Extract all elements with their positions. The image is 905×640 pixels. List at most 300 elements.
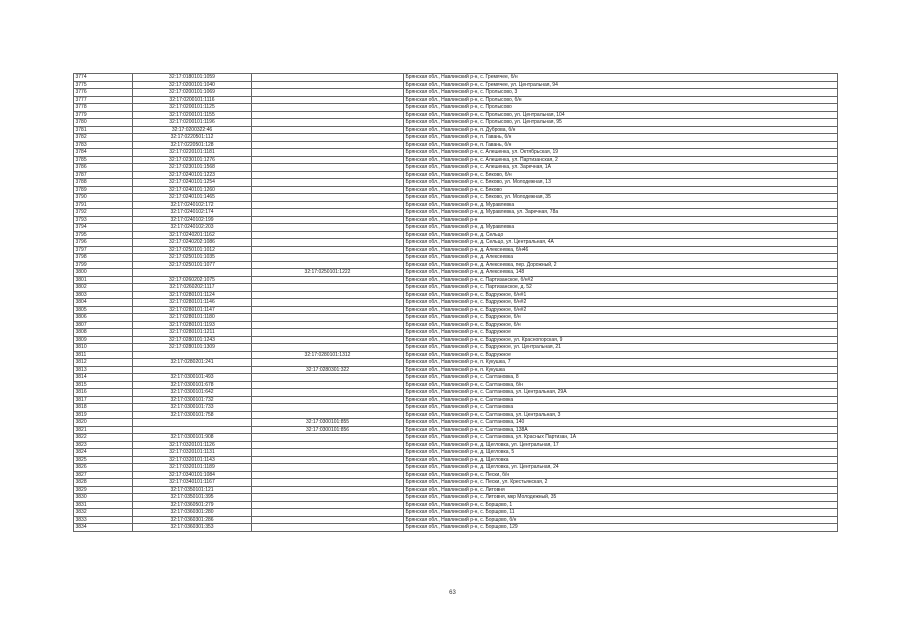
cadastral-number-secondary bbox=[252, 216, 404, 224]
address: Брянская обл., Навлинский р-н, с. Борщово, 11 bbox=[404, 509, 838, 517]
address: Брянская обл., Навлинский р-н, с. Вздружное, б/н#2 bbox=[404, 299, 838, 307]
table-row bbox=[74, 134, 838, 142]
cadastral-number-secondary: 32:17:0280301:322 bbox=[252, 366, 404, 374]
table-row bbox=[74, 141, 838, 149]
address: Брянская обл., Навлинский р-н, д. Щегловка bbox=[404, 456, 838, 464]
table-row bbox=[74, 276, 838, 284]
cadastral-number-secondary bbox=[252, 89, 404, 97]
document-sheet bbox=[73, 73, 837, 532]
cadastral-number-secondary bbox=[252, 389, 404, 397]
cadastral-number: 32:17:0200101:1155 bbox=[133, 111, 252, 119]
cadastral-number-secondary bbox=[252, 479, 404, 487]
cadastral-number bbox=[133, 351, 252, 359]
address: Брянская обл., Навлинский р-н, с. Пролысово, ул. Центральная, 95 bbox=[404, 119, 838, 127]
row-number: 3794 bbox=[74, 224, 133, 232]
cadastral-number-secondary bbox=[252, 306, 404, 314]
row-number: 3831 bbox=[74, 501, 133, 509]
address: Брянская обл., Навлинский р-н, д. Алексеевка, б/н46 bbox=[404, 246, 838, 254]
cadastral-number-secondary bbox=[252, 299, 404, 307]
address: Брянская обл., Навлинский р-н, с. Литовня, мкр Молодежный, 35 bbox=[404, 494, 838, 502]
cadastral-number-secondary bbox=[252, 516, 404, 524]
row-number: 3778 bbox=[74, 104, 133, 112]
table-row bbox=[74, 516, 838, 524]
cadastral-number: 32:17:0220501:128 bbox=[133, 141, 252, 149]
address: Брянская обл., Навлинский р-н, с. Салтановка, 140 bbox=[404, 419, 838, 427]
row-number: 3774 bbox=[74, 74, 133, 82]
row-number: 3826 bbox=[74, 464, 133, 472]
cadastral-number: 32:17:0220501:112 bbox=[133, 134, 252, 142]
cadastral-number-secondary bbox=[252, 246, 404, 254]
table-row bbox=[74, 284, 838, 292]
cadastral-number: 32:17:0280201:241 bbox=[133, 359, 252, 367]
row-number: 3788 bbox=[74, 179, 133, 187]
cadastral-number-secondary bbox=[252, 471, 404, 479]
table-row bbox=[74, 359, 838, 367]
cadastral-number-secondary bbox=[252, 494, 404, 502]
cadastral-number-secondary bbox=[252, 314, 404, 322]
address: Брянская обл., Навлинский р-н, п. Кукушка bbox=[404, 366, 838, 374]
cadastral-number-secondary bbox=[252, 231, 404, 239]
table-row bbox=[74, 246, 838, 254]
address: Брянская обл., Навлинский р-н, с. Бяково, б/н bbox=[404, 171, 838, 179]
table-row bbox=[74, 464, 838, 472]
row-number: 3814 bbox=[74, 374, 133, 382]
row-number: 3797 bbox=[74, 246, 133, 254]
address: Брянская обл., Навлинский р-н, с. Бяково bbox=[404, 186, 838, 194]
cadastral-number-secondary bbox=[252, 381, 404, 389]
cadastral-number bbox=[133, 366, 252, 374]
address: Брянская обл., Навлинский р-н, с. Вздружное, б/н#2 bbox=[404, 306, 838, 314]
cadastral-number-secondary bbox=[252, 411, 404, 419]
row-number: 3782 bbox=[74, 134, 133, 142]
cadastral-number: 32:17:0280101:1146 bbox=[133, 299, 252, 307]
cadastral-number-secondary bbox=[252, 134, 404, 142]
address: Брянская обл., Навлинский р-н, д. Муравлевка, ул. Заречная, 78а bbox=[404, 209, 838, 217]
cadastral-number: 32:17:0350101:121 bbox=[133, 486, 252, 494]
address: Брянская обл., Навлинский р-н, д. Алексеевка bbox=[404, 254, 838, 262]
table-row bbox=[74, 269, 838, 277]
address: Брянская обл., Навлинский р-н, с. Вздружное, б/н bbox=[404, 321, 838, 329]
cadastral-number-secondary bbox=[252, 261, 404, 269]
row-number: 3828 bbox=[74, 479, 133, 487]
cadastral-number: 32:17:0180101:1059 bbox=[133, 74, 252, 82]
cadastral-number bbox=[133, 426, 252, 434]
address: Брянская обл., Навлинский р-н bbox=[404, 216, 838, 224]
table-row bbox=[74, 494, 838, 502]
row-number: 3783 bbox=[74, 141, 133, 149]
address: Брянская обл., Навлинский р-н, с. Борщово, 1 bbox=[404, 501, 838, 509]
address: Брянская обл., Навлинский р-н, д. Муравлевка bbox=[404, 201, 838, 209]
address: Брянская обл., Навлинский р-н, с. Пролысово, 3 bbox=[404, 89, 838, 97]
address: Брянская обл., Навлинский р-н, с. Гремячее, ул. Центральная, 94 bbox=[404, 81, 838, 89]
table-row bbox=[74, 239, 838, 247]
row-number: 3787 bbox=[74, 171, 133, 179]
table-row bbox=[74, 96, 838, 104]
table-row bbox=[74, 479, 838, 487]
cadastral-number-secondary bbox=[252, 374, 404, 382]
row-number: 3820 bbox=[74, 419, 133, 427]
row-number: 3818 bbox=[74, 404, 133, 412]
cadastral-number-secondary bbox=[252, 96, 404, 104]
table-row bbox=[74, 501, 838, 509]
cadastral-number-secondary bbox=[252, 164, 404, 172]
cadastral-number: 32:17:0300101:908 bbox=[133, 434, 252, 442]
cadastral-number: 32:17:0240201:1162 bbox=[133, 231, 252, 239]
table-row bbox=[74, 291, 838, 299]
cadastral-number: 32:17:0240102:203 bbox=[133, 224, 252, 232]
cadastral-number: 32:17:0300101:678 bbox=[133, 381, 252, 389]
row-number: 3795 bbox=[74, 231, 133, 239]
table-row bbox=[74, 74, 838, 82]
row-number: 3815 bbox=[74, 381, 133, 389]
table-row bbox=[74, 194, 838, 202]
table-row bbox=[74, 456, 838, 464]
cadastral-number: 32:17:0200101:1069 bbox=[133, 89, 252, 97]
cadastral-number: 32:17:0230101:1276 bbox=[133, 156, 252, 164]
cadastral-number: 32:17:0350101:395 bbox=[133, 494, 252, 502]
cadastral-number-secondary bbox=[252, 209, 404, 217]
address: Брянская обл., Навлинский р-н, с. Пески, ул. Крестьянская, 2 bbox=[404, 479, 838, 487]
cadastral-number-secondary bbox=[252, 524, 404, 532]
table-row bbox=[74, 104, 838, 112]
row-number: 3817 bbox=[74, 396, 133, 404]
cadastral-number-secondary bbox=[252, 396, 404, 404]
address: Брянская обл., Навлинский р-н, с. Салтановка, ул. Центральная, 29А bbox=[404, 389, 838, 397]
table-row bbox=[74, 111, 838, 119]
cadastral-number: 32:17:0250101:1012 bbox=[133, 246, 252, 254]
address: Брянская обл., Навлинский р-н, с. Пролысово, ул. Центральная, 104 bbox=[404, 111, 838, 119]
cadastral-number: 32:17:0260202:1117 bbox=[133, 284, 252, 292]
address: Брянская обл., Навлинский р-н, с. Борщово, б/н bbox=[404, 516, 838, 524]
cadastral-number: 32:17:0300101:733 bbox=[133, 404, 252, 412]
cadastral-number bbox=[133, 419, 252, 427]
row-number: 3830 bbox=[74, 494, 133, 502]
table-row bbox=[74, 216, 838, 224]
cadastral-number: 32:17:0300101:758 bbox=[133, 411, 252, 419]
cadastral-number-secondary bbox=[252, 284, 404, 292]
cadastral-number-secondary bbox=[252, 104, 404, 112]
cadastral-number-secondary bbox=[252, 186, 404, 194]
cadastral-number: 32:17:0360301:286 bbox=[133, 516, 252, 524]
address: Брянская обл., Навлинский р-н, с. Партизанское, б/н#2 bbox=[404, 276, 838, 284]
address: Брянская обл., Навлинский р-н, д. Сельцо bbox=[404, 231, 838, 239]
row-number: 3821 bbox=[74, 426, 133, 434]
table-row bbox=[74, 366, 838, 374]
table-row bbox=[74, 381, 838, 389]
address: Брянская обл., Навлинский р-н, с. Борщово, 129 bbox=[404, 524, 838, 532]
cadastral-number: 32:17:0200101:1116 bbox=[133, 96, 252, 104]
address: Брянская обл., Навлинский р-н, д. Алексеевка, 148 bbox=[404, 269, 838, 277]
cadastral-number: 32:17:0360501:279 bbox=[133, 501, 252, 509]
cadastral-number: 32:17:0240102:174 bbox=[133, 209, 252, 217]
table-row bbox=[74, 509, 838, 517]
cadastral-number: 32:17:0230101:1568 bbox=[133, 164, 252, 172]
address: Брянская обл., Навлинский р-н, п. Гавань, б/н bbox=[404, 134, 838, 142]
table-row bbox=[74, 434, 838, 442]
cadastral-number: 32:17:0240102:199 bbox=[133, 216, 252, 224]
row-number: 3785 bbox=[74, 156, 133, 164]
row-number: 3816 bbox=[74, 389, 133, 397]
address: Брянская обл., Навлинский р-н, с. Алешенка, ул. Партизанская, 2 bbox=[404, 156, 838, 164]
row-number: 3825 bbox=[74, 456, 133, 464]
address: Брянская обл., Навлинский р-н, с. Пролысово, б/н bbox=[404, 96, 838, 104]
table-row bbox=[74, 524, 838, 532]
table-row bbox=[74, 426, 838, 434]
row-number: 3784 bbox=[74, 149, 133, 157]
address: Брянская обл., Навлинский р-н, с. Салтановка bbox=[404, 404, 838, 412]
row-number: 3823 bbox=[74, 441, 133, 449]
cadastral-number: 32:17:0250101:1077 bbox=[133, 261, 252, 269]
cadastral-number: 32:17:0360301:353 bbox=[133, 524, 252, 532]
cadastral-number-secondary bbox=[252, 119, 404, 127]
address: Брянская обл., Навлинский р-н, с. Вздружное, ул. Краснопорская, 9 bbox=[404, 336, 838, 344]
cadastral-number: 32:17:0320101:1143 bbox=[133, 456, 252, 464]
cadastral-number-secondary bbox=[252, 329, 404, 337]
address: Брянская обл., Навлинский р-н, с. Салтановка, б/н bbox=[404, 381, 838, 389]
table-row bbox=[74, 344, 838, 352]
row-number: 3792 bbox=[74, 209, 133, 217]
table-row bbox=[74, 261, 838, 269]
address: Брянская обл., Навлинский р-н, с. Вздружное bbox=[404, 351, 838, 359]
table-row bbox=[74, 404, 838, 412]
cadastral-number-secondary bbox=[252, 111, 404, 119]
row-number: 3800 bbox=[74, 269, 133, 277]
cadastral-number-secondary bbox=[252, 344, 404, 352]
row-number: 3779 bbox=[74, 111, 133, 119]
address: Брянская обл., Навлинский р-н, с. Пески, б/н bbox=[404, 471, 838, 479]
cadastral-number-secondary: 32:17:0300101:855 bbox=[252, 419, 404, 427]
cadastral-number: 32:17:0320101:1126 bbox=[133, 441, 252, 449]
cadastral-number-secondary bbox=[252, 291, 404, 299]
cadastral-number-secondary bbox=[252, 239, 404, 247]
cadastral-number-secondary bbox=[252, 171, 404, 179]
address: Брянская обл., Навлинский р-н, с. Бяково, ул. Молодежная, 35 bbox=[404, 194, 838, 202]
row-number: 3790 bbox=[74, 194, 133, 202]
address: Брянская обл., Навлинский р-н, с. Салтановка, 138А bbox=[404, 426, 838, 434]
table-row bbox=[74, 329, 838, 337]
row-number: 3776 bbox=[74, 89, 133, 97]
table-row bbox=[74, 179, 838, 187]
address: Брянская обл., Навлинский р-н, с. Вздружное bbox=[404, 329, 838, 337]
cadastral-number: 32:17:0240101:1254 bbox=[133, 179, 252, 187]
cadastral-number: 32:17:0300101:493 bbox=[133, 374, 252, 382]
cadastral-number-secondary bbox=[252, 179, 404, 187]
table-row bbox=[74, 186, 838, 194]
table-row bbox=[74, 314, 838, 322]
table-row bbox=[74, 171, 838, 179]
cadastral-number: 32:17:0240102:172 bbox=[133, 201, 252, 209]
cadastral-number-secondary bbox=[252, 486, 404, 494]
table-row bbox=[74, 81, 838, 89]
table-row bbox=[74, 164, 838, 172]
address: Брянская обл., Навлинский р-н, п. Кукушка, 7 bbox=[404, 359, 838, 367]
address: Брянская обл., Навлинский р-н, с. Пролысово bbox=[404, 104, 838, 112]
table-row bbox=[74, 389, 838, 397]
cadastral-number-secondary bbox=[252, 149, 404, 157]
table-row bbox=[74, 209, 838, 217]
cadastral-number: 32:17:0300101:732 bbox=[133, 396, 252, 404]
table-row bbox=[74, 224, 838, 232]
table-row bbox=[74, 89, 838, 97]
cadastral-number: 32:17:0200322:46 bbox=[133, 126, 252, 134]
cadastral-number: 32:17:0200101:1125 bbox=[133, 104, 252, 112]
table-row bbox=[74, 411, 838, 419]
address: Брянская обл., Навлинский р-н, с. Алешенка, ул. Октябрьская, 19 bbox=[404, 149, 838, 157]
cadastral-number-secondary: 32:17:0280101:1312 bbox=[252, 351, 404, 359]
cadastral-number: 32:17:0240202:1086 bbox=[133, 239, 252, 247]
cadastral-number-secondary bbox=[252, 501, 404, 509]
row-number: 3808 bbox=[74, 329, 133, 337]
registry-table-body bbox=[74, 74, 838, 532]
table-row bbox=[74, 156, 838, 164]
cadastral-number: 32:17:0320101:1131 bbox=[133, 449, 252, 457]
cadastral-number: 32:17:0260202:1075 bbox=[133, 276, 252, 284]
cadastral-number-secondary bbox=[252, 254, 404, 262]
row-number: 3799 bbox=[74, 261, 133, 269]
row-number: 3813 bbox=[74, 366, 133, 374]
cadastral-number: 32:17:0280101:1309 bbox=[133, 344, 252, 352]
table-row bbox=[74, 374, 838, 382]
cadastral-number-secondary bbox=[252, 276, 404, 284]
row-number: 3775 bbox=[74, 81, 133, 89]
address: Брянская обл., Навлинский р-н, д. Щегловка, ул. Центральная, 17 bbox=[404, 441, 838, 449]
cadastral-number: 32:17:0200101:1196 bbox=[133, 119, 252, 127]
cadastral-number: 32:17:0280101:1243 bbox=[133, 336, 252, 344]
cadastral-number: 32:17:0280101:1211 bbox=[133, 329, 252, 337]
table-row bbox=[74, 419, 838, 427]
cadastral-number bbox=[133, 269, 252, 277]
cadastral-number: 32:17:0280101:1193 bbox=[133, 321, 252, 329]
address: Брянская обл., Навлинский р-н, с. Салтановка, ул. Красных Партизан, 1А bbox=[404, 434, 838, 442]
address: Брянская обл., Навлинский р-н, с. Салтановка, ул. Центральная, 3 bbox=[404, 411, 838, 419]
table-row bbox=[74, 299, 838, 307]
cadastral-number-secondary: 32:17:0300101:856 bbox=[252, 426, 404, 434]
cadastral-number-secondary bbox=[252, 201, 404, 209]
row-number: 3789 bbox=[74, 186, 133, 194]
table-row bbox=[74, 306, 838, 314]
address: Брянская обл., Навлинский р-н, с. Салтановка, 8 bbox=[404, 374, 838, 382]
cadastral-number: 32:17:0280101:1124 bbox=[133, 291, 252, 299]
table-row bbox=[74, 441, 838, 449]
cadastral-number-secondary bbox=[252, 434, 404, 442]
cadastral-number-secondary: 32:17:0250101:1222 bbox=[252, 269, 404, 277]
cadastral-number: 32:17:0220101:1181 bbox=[133, 149, 252, 157]
table-row bbox=[74, 231, 838, 239]
row-number: 3819 bbox=[74, 411, 133, 419]
cadastral-number-secondary bbox=[252, 126, 404, 134]
row-number: 3780 bbox=[74, 119, 133, 127]
cadastral-number-secondary bbox=[252, 81, 404, 89]
address: Брянская обл., Навлинский р-н, с. Алешенка, ул. Заречная, 1А bbox=[404, 164, 838, 172]
table-row bbox=[74, 449, 838, 457]
row-number: 3804 bbox=[74, 299, 133, 307]
cadastral-number-secondary bbox=[252, 156, 404, 164]
table-row bbox=[74, 126, 838, 134]
cadastral-number-secondary bbox=[252, 74, 404, 82]
row-number: 3832 bbox=[74, 509, 133, 517]
cadastral-number: 32:17:0280101:1147 bbox=[133, 306, 252, 314]
row-number: 3824 bbox=[74, 449, 133, 457]
table-row bbox=[74, 149, 838, 157]
cadastral-number: 32:17:0240101:1260 bbox=[133, 186, 252, 194]
table-row bbox=[74, 321, 838, 329]
address: Брянская обл., Навлинский р-н, д. Щегловка, 5 bbox=[404, 449, 838, 457]
row-number: 3801 bbox=[74, 276, 133, 284]
cadastral-number: 32:17:0240101:1465 bbox=[133, 194, 252, 202]
cadastral-number-secondary bbox=[252, 509, 404, 517]
address: Брянская обл., Навлинский р-н, с. Вздружное, б/н bbox=[404, 314, 838, 322]
table-row bbox=[74, 471, 838, 479]
cadastral-number: 32:17:0360301:280 bbox=[133, 509, 252, 517]
table-row bbox=[74, 351, 838, 359]
row-number: 3809 bbox=[74, 336, 133, 344]
cadastral-number-secondary bbox=[252, 141, 404, 149]
address: Брянская обл., Навлинский р-н, с. Вздружное, ул. Центральная, 21 bbox=[404, 344, 838, 352]
row-number: 3822 bbox=[74, 434, 133, 442]
table-row bbox=[74, 201, 838, 209]
row-number: 3806 bbox=[74, 314, 133, 322]
row-number: 3791 bbox=[74, 201, 133, 209]
table-row bbox=[74, 396, 838, 404]
address: Брянская обл., Навлинский р-н, с. Салтановка bbox=[404, 396, 838, 404]
address: Брянская обл., Навлинский р-н, с. Гремячее, б/н bbox=[404, 74, 838, 82]
address: Брянская обл., Навлинский р-н, с. Партизанское, д. 52 bbox=[404, 284, 838, 292]
cadastral-number-secondary bbox=[252, 224, 404, 232]
address: Брянская обл., Навлинский р-н, п. Гавань, б/н bbox=[404, 141, 838, 149]
cadastral-number-secondary bbox=[252, 464, 404, 472]
row-number: 3798 bbox=[74, 254, 133, 262]
table-row bbox=[74, 486, 838, 494]
row-number: 3777 bbox=[74, 96, 133, 104]
address: Брянская обл., Навлинский р-н, п. Дуброва, б/н bbox=[404, 126, 838, 134]
cadastral-number: 32:17:0340101:1084 bbox=[133, 471, 252, 479]
address: Брянская обл., Навлинский р-н, с. Литовня bbox=[404, 486, 838, 494]
cadastral-number-secondary bbox=[252, 441, 404, 449]
table-row bbox=[74, 336, 838, 344]
address: Брянская обл., Навлинский р-н, с. Вздружное, б/н#1 bbox=[404, 291, 838, 299]
cadastral-number: 32:17:0300101:642 bbox=[133, 389, 252, 397]
row-number: 3803 bbox=[74, 291, 133, 299]
cadastral-number-secondary bbox=[252, 321, 404, 329]
table-row bbox=[74, 254, 838, 262]
row-number: 3796 bbox=[74, 239, 133, 247]
address: Брянская обл., Навлинский р-н, с. Бяково, ул. Молодежная, 13 bbox=[404, 179, 838, 187]
cadastral-number-secondary bbox=[252, 336, 404, 344]
registry-table bbox=[73, 73, 838, 532]
row-number: 3802 bbox=[74, 284, 133, 292]
address: Брянская обл., Навлинский р-н, д. Муравлевка bbox=[404, 224, 838, 232]
table-row bbox=[74, 119, 838, 127]
row-number: 3786 bbox=[74, 164, 133, 172]
cadastral-number-secondary bbox=[252, 359, 404, 367]
address: Брянская обл., Навлинский р-н, д. Сельцо, ул. Центральная, 4А bbox=[404, 239, 838, 247]
row-number: 3833 bbox=[74, 516, 133, 524]
cadastral-number-secondary bbox=[252, 194, 404, 202]
cadastral-number: 32:17:0280101:1180 bbox=[133, 314, 252, 322]
row-number: 3793 bbox=[74, 216, 133, 224]
row-number: 3834 bbox=[74, 524, 133, 532]
cadastral-number: 32:17:0320101:1189 bbox=[133, 464, 252, 472]
cadastral-number-secondary bbox=[252, 404, 404, 412]
cadastral-number-secondary bbox=[252, 456, 404, 464]
cadastral-number: 32:17:0250101:1035 bbox=[133, 254, 252, 262]
row-number: 3811 bbox=[74, 351, 133, 359]
cadastral-number: 32:17:0200101:1040 bbox=[133, 81, 252, 89]
row-number: 3829 bbox=[74, 486, 133, 494]
cadastral-number-secondary bbox=[252, 449, 404, 457]
page-number: 63 bbox=[449, 590, 456, 596]
address: Брянская обл., Навлинский р-н, д. Щегловка, ул. Центральная, 24 bbox=[404, 464, 838, 472]
